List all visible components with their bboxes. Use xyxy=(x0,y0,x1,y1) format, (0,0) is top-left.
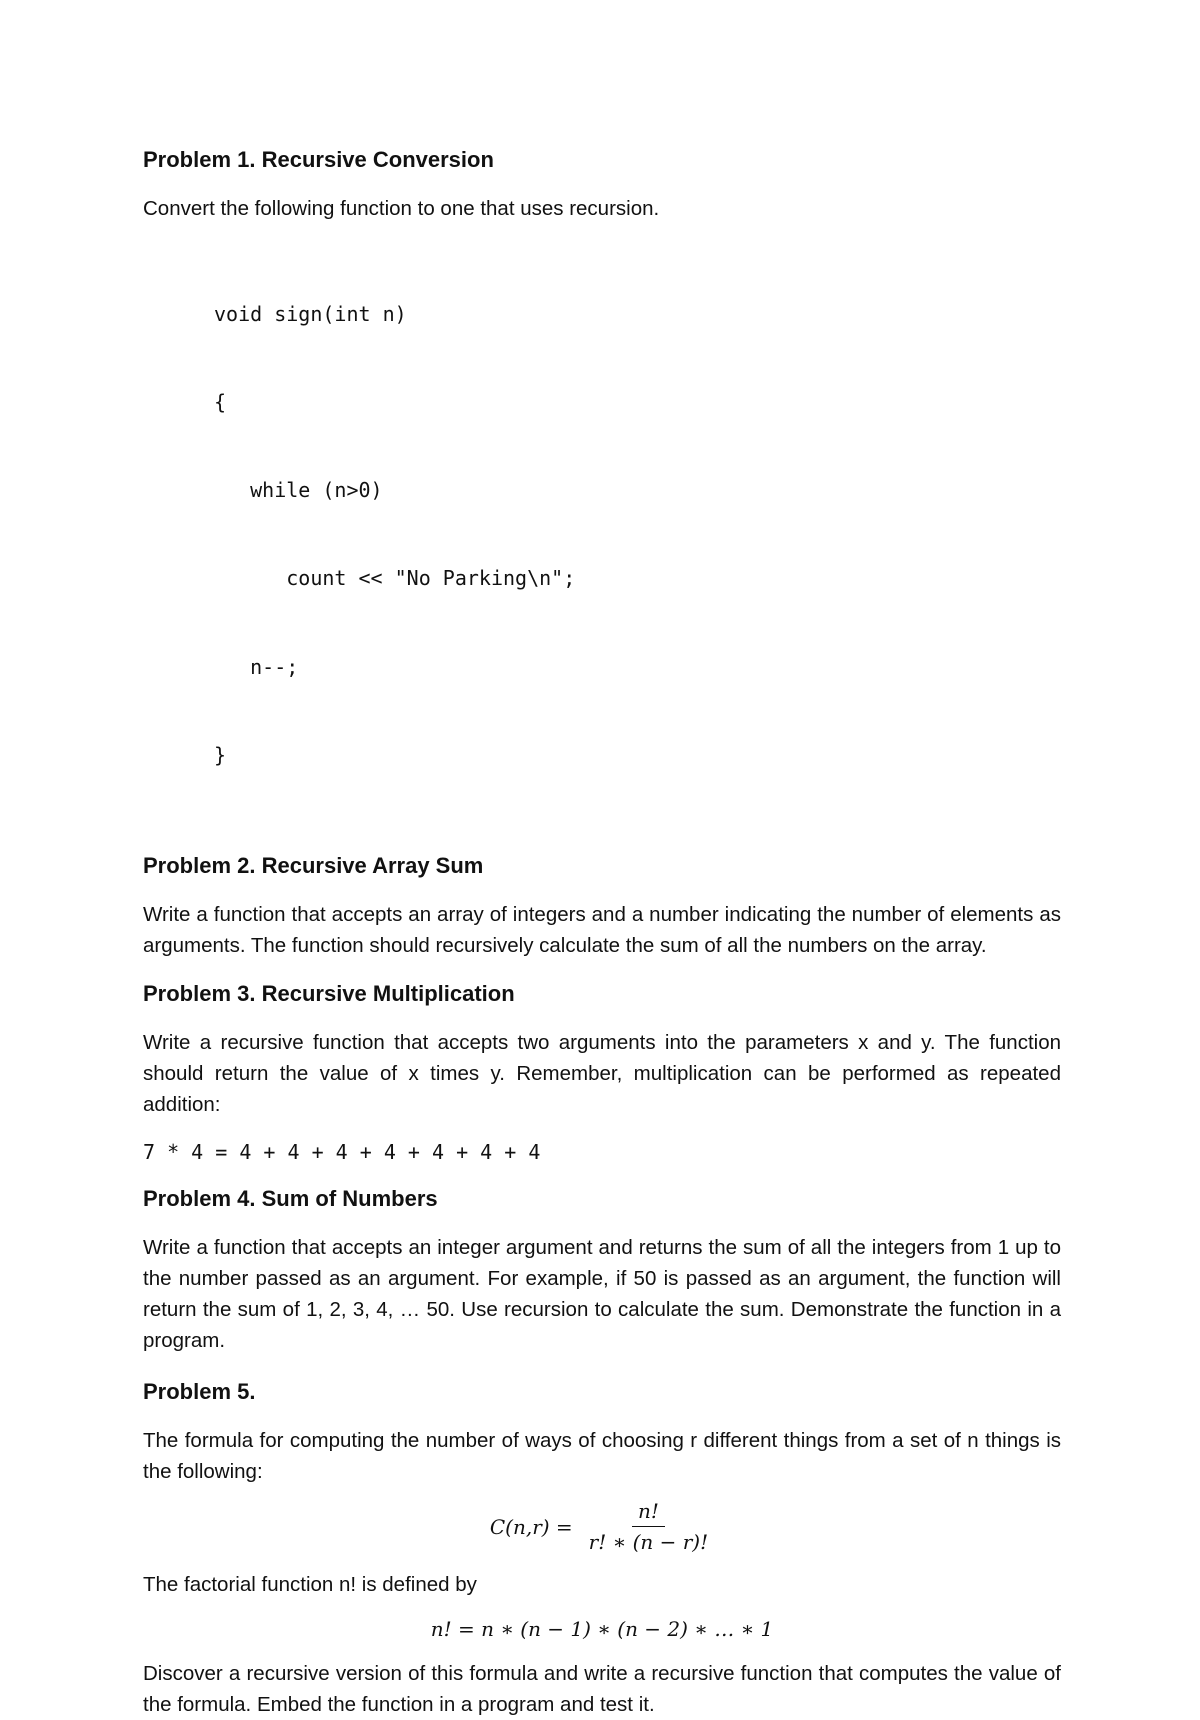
formula-lhs: C(n,r) = xyxy=(489,1514,573,1539)
problem-3-text: Write a recursive function that accepts two arguments into the parameters x and y. The function should return the value of x times y. Remember, multiplication can be performed as repeated addition: xyxy=(143,1031,1061,1117)
problem-5-text: The formula for computing the number of ways of choosing r different things from a set of n things is the following: xyxy=(143,1429,1061,1484)
problem-5-closing-text: Discover a recursive version of this formula and write a recursive function that computes the value of the formula. Embed the function in a program and test it. xyxy=(143,1662,1061,1717)
code-line: } xyxy=(214,742,227,767)
combination-formula xyxy=(143,1499,1061,1561)
problem-1-heading: Problem 1. Recursive Conversion xyxy=(143,147,494,172)
code-block xyxy=(214,241,1061,829)
problem-3-heading: Problem 3. Recursive Multiplication xyxy=(143,981,515,1007)
problem-5-heading: Problem 5. xyxy=(143,1379,256,1405)
problem-2-heading: Problem 2. Recursive Array Sum xyxy=(143,853,484,879)
factorial-formula: n! = n ∗ (n − 1) ∗ (n − 2) ∗ … ∗ 1 xyxy=(430,1617,774,1642)
factorial-intro-text: The factorial function n! is defined by xyxy=(143,1573,477,1597)
problem-1-text: Convert the following function to one that uses recursion. xyxy=(143,197,660,220)
formula-denominator: r! ∗ (n − r)! xyxy=(588,1530,709,1555)
multiplication-equation: 7 * 4 = 4 + 4 + 4 + 4 + 4 + 4 + 4 xyxy=(143,1140,541,1165)
formula-numerator: n! xyxy=(632,1499,665,1527)
combination-equation xyxy=(490,1499,714,1554)
formula-fraction xyxy=(583,1499,714,1554)
code-line: { xyxy=(214,390,227,415)
problem-4-heading: Problem 4. Sum of Numbers xyxy=(143,1186,438,1212)
problem-2-text: Write a function that accepts an array of integers and a number indicating the number of elements as arguments. The function should recursively calculate the sum of all the numbers on the array. xyxy=(143,903,1061,958)
problem-4-text: Write a function that accepts an integer argument and returns the sum of all the integers from 1 up to the number passed as an argument. For example, if 50 is passed as an argument, the function will return the sum of 1, 2, 3, 4, … 50. Use recursion to calculate the sum. Demonstrate the function in a program. xyxy=(143,1236,1061,1353)
code-line: void sign(int n) xyxy=(214,301,407,326)
code-line: count << "No Parking\n"; xyxy=(214,566,576,591)
document-page xyxy=(143,142,1061,1720)
code-line: while (n>0) xyxy=(214,478,383,503)
code-line: n--; xyxy=(214,654,299,679)
